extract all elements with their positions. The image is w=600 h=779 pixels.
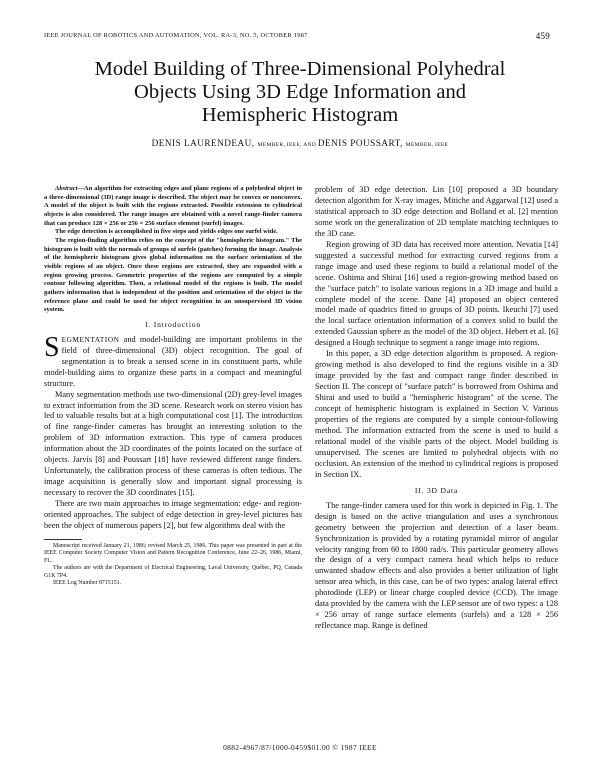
page-number: 459: [535, 31, 550, 41]
abstract-paragraph-3: The region-finding algorithm relies on the concept of the "hemispheric histogram." The histogram is built with the normals of groups of surfels (patches) forming the image. Analysis of the hemispheric histogram gives global information on the surface orientation of the visible regions of an object. Once these regions are extracted, they are expanded with a region growing process. Geometric properties of the regions are computed by a simple contour following algorithm. Then, a relational model of the regions is built. The model gathers information that is independent of the position and orientation of the object in the reference plane and could be used for object recognition in an unsupervised 3D vision system.: [44, 236, 302, 314]
footnote-manuscript: Manuscript received January 21, 1986; revised March 25, 1986. This paper was presented in part at the IEEE Computer Society Computer Vision and Pattern Recognition Conference, June 22–26, 1986, Miami, FL.: [44, 542, 302, 564]
journal-citation: IEEE JOURNAL OF ROBOTICS AND AUTOMATION, VOL. RA-3, NO. 5, OCTOBER 1987: [44, 32, 308, 39]
left-column: [44, 185, 302, 587]
author-line: [20, 138, 580, 148]
copyright-code: 0882-4967/87/1000-0459$01.00 © 1987 IEEE: [223, 743, 377, 752]
intro-first-word: EGMENTATION: [61, 334, 120, 344]
drop-cap: S: [44, 331, 60, 363]
title-line-2: Objects Using 3D Edge Information and: [134, 81, 466, 103]
footnotes: [44, 543, 302, 587]
right-paragraph-4: The range-finder camera used for this work is depicted in Fig. 1. The design is based on the active triangulation and uses a synchronous geometry between the projection and detection of a laser beam. Synchronization is provided by a rotating pyramidal mirror of angular velocity ranging from 60 to 1800 rad/s. This particular geometry allows the design of a very compact camera head which helps to reduce unwanted shadow effects and also provides a better utilization of light sensor area which, in this case, can be of two types: analog lateral effect photodiode (LEP) or linear charge coupled device (CCD). The image data provided by the camera with the LEP sensor are of two types: a 128 × 256 array of range surface elements (surfels) and a 128 × 256 reflectance map. Range is defined: [315, 500, 558, 631]
title-line-1: Model Building of Three-Dimensional Polyhedral: [94, 58, 506, 80]
author-conjunction: AND: [303, 142, 318, 148]
right-column: [315, 185, 558, 632]
intro-paragraph-2: Many segmentation methods use two-dimensional (2D) grey-level images to extract information from the 3D scene. Research work on stereo vision has led to valuable results but at a high computational cost [1]. The introduction of fine range-finder cameras has brought an interesting solution to the problem of 3D information extraction. This type of camera produces information about the 3D coordinates of the points located on the surface of objects. Jarvis [8] and Poussart [18] have reviewed different range finders. Unfortunately, the calibration process of these cameras is often tedious. The image acquisition is generally slow and important signal processing is necessary to recover the 3D coordinates [15].: [44, 389, 302, 498]
footnote-divider: [44, 539, 82, 540]
author-1-membership: MEMBER, IEEE,: [257, 142, 304, 148]
abstract-label: Abstract: [55, 185, 78, 192]
abstract-paragraph-2: The edge detection is accomplished in five steps and yields edges one surfel wide.: [55, 228, 278, 236]
right-paragraph-1: problem of 3D edge detection. Lin [10] proposed a 3D boundary detection algorithm for X-ray images, Mitiche and Aggarwal [12] used a statistical approach to 3D edge detection and Bolland et al. [2] mention some work on the generalization of 2D template matching techniques to the 3D case.: [315, 185, 558, 238]
paper-title: [20, 58, 580, 127]
intro-paragraph-3: There are two main approaches to image segmentation: edge- and region-oriented approaches. The subject of edge detection in grey-level pictures has been the object of numerous papers [2], but few algorithms deal with the: [44, 499, 302, 530]
right-paragraph-3: In this paper, a 3D edge detection algorithm is proposed. A region-growing method is also developed to find the regions visible in a 3D image provided by the fast and compact range finder described in Section II. The concept of "surface patch" is borrowed from Oshima and Shirai and used to build a "hemispheric histogram" of the scene. The concept of hemispheric histogram is explained in Section V. Various properties of the regions are computed by a simple contour-following method. The information extracted from the scene is used to build a relational model of the visible parts of the object. Model building is unsupervised. The scenes are limited to polyhedral objects with no occlusion. An extension of the method to cylindrical regions is proposed in Section IX.: [315, 349, 558, 479]
intro-paragraph-1: SEGMENTATION and model-building are important problems in the field of three-dimensional (3D) object recognition. The goal of segmentation is to break a sensed scene in its constituent parts, while model-building aims to organize these parts in a compact and meaningful structure.: [44, 331, 302, 388]
abstract: [44, 185, 302, 315]
footnote-log-number: IEEE Log Number 8715151.: [53, 579, 122, 586]
section-heading-3d-data: II. 3D Data: [414, 485, 459, 495]
abstract-paragraph-1: Abstract—An algorithm for extracting edges and plane regions of a polyhedral object in a three-dimensional (3D) range image is described. The object may be convex or nonconvex. A model of the object is built with the regions extracted. Possible extension to cylindrical objects is also considered. The range images are obtained with a novel range-finder camera that can produce 128 × 256 or 256 × 256 surface element (surfel) images.: [44, 185, 302, 227]
author-1: DENIS LAURENDEAU,: [151, 138, 258, 148]
running-header: [44, 32, 550, 44]
author-2: DENIS POUSSART,: [317, 138, 406, 148]
footnote-affiliation: The authors are with the Department of Electrical Engineering, Laval University, Québec, PQ, Canada G1K 7P4.: [44, 565, 302, 579]
title-line-3: Hemispheric Histogram: [201, 104, 399, 126]
right-paragraph-2: Region growing of 3D data has received more attention. Nevatia [14] suggested a successful method for extracting curved regions from a range image and used these regions to build a relational model of the scene. Oshima and Shirai [16] used a region-growing method based on the "surface patch" to isolate various regions in a 3D image and build a complete model of the scene. Dane [4] proposed an object centered model made of quadrics fitted to groups of 3D points. Ikeuchi [7] used the local surface orientation information of a convex solid to build the extended Gaussian sphere as the model of the 3D object. Hebert et al. [6] designed a Hough technique to segment a range image into regions.: [315, 239, 558, 348]
author-2-membership: MEMBER, IEEE: [405, 142, 449, 148]
section-heading-introduction: I. Introduction: [145, 319, 201, 329]
